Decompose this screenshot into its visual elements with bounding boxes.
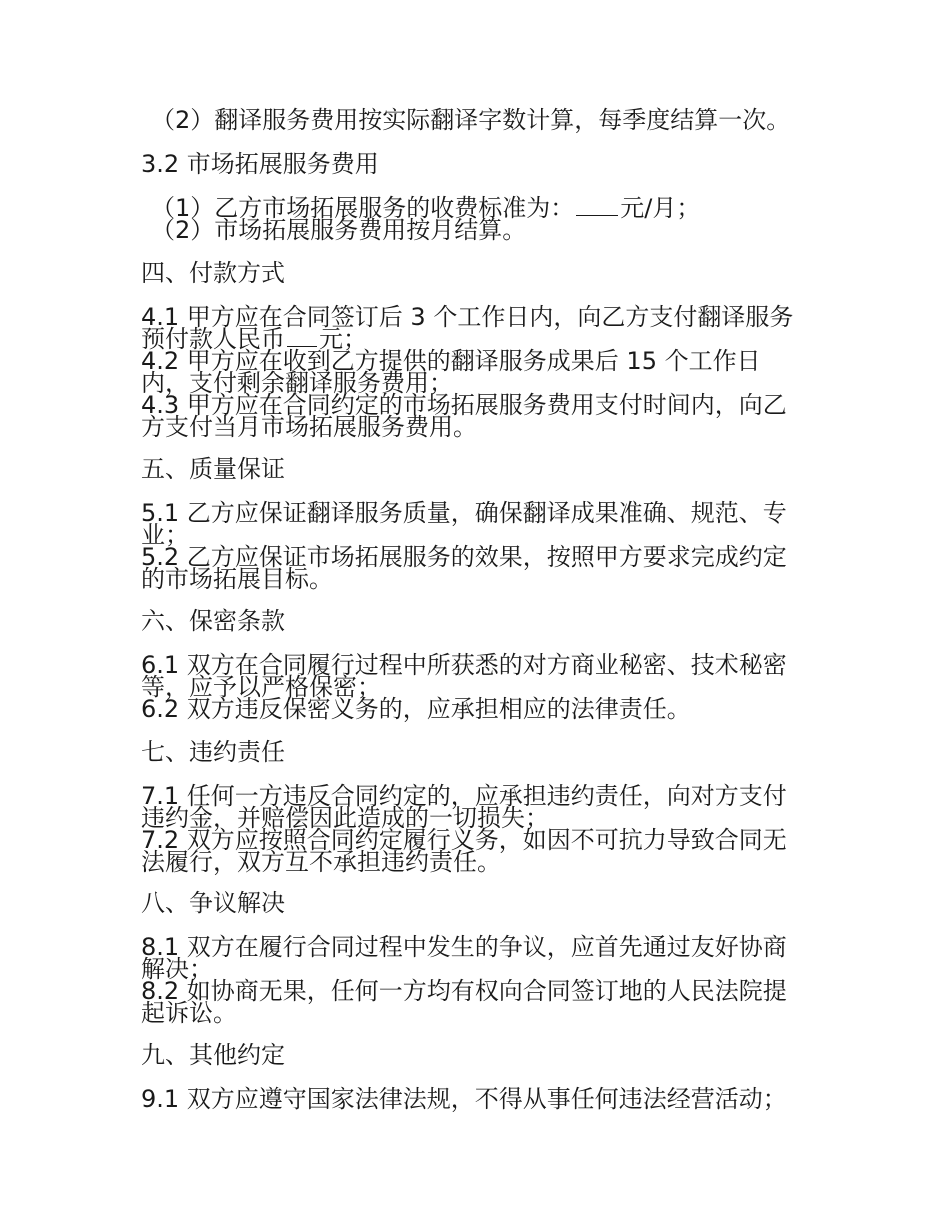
clause-6-2: 6.2 双方违反保密义务的，应承担相应的法律责任。 (141, 695, 691, 723)
clause-5-2-line1: 5.2 乙方应保证市场拓展服务的效果，按照甲方要求完成约定 (141, 543, 787, 571)
clause-9-1: 9.1 双方应遵守国家法律法规，不得从事任何违法经营活动； (141, 1085, 787, 1113)
fee-clause-translation-settlement: （2）翻译服务费用按实际翻译字数计算，每季度结算一次。 (151, 106, 791, 134)
clause-5-2-line2: 的市场拓展目标。 (141, 565, 333, 593)
clause-4-1-prepay-text: 预付款人民币 (141, 325, 285, 353)
fee-clause-market-rate-text: （1）乙方市场拓展服务的收费标准为： (151, 194, 575, 222)
clause-8-2-line1: 8.2 如协商无果，任何一方均有权向合同签订地的人民法院提 (141, 977, 787, 1005)
clause-7-2-line1: 7.2 双方应按照合同约定履行义务，如因不可抗力导致合同无 (141, 826, 787, 854)
section-heading-9: 九、其他约定 (141, 1041, 285, 1069)
clause-4-1-prepay-unit: 元； (319, 325, 367, 353)
clause-4-2-line1: 4.2 甲方应在收到乙方提供的翻译服务成果后 15 个工作日 (141, 347, 761, 375)
clause-7-1-line2: 违约金，并赔偿因此造成的一切损失； (141, 804, 549, 832)
clause-5-1-line2: 业； (141, 521, 189, 549)
section-heading-6: 六、保密条款 (141, 607, 285, 635)
clause-5-1-line1: 5.1 乙方应保证翻译服务质量，确保翻译成果准确、规范、专 (141, 499, 787, 527)
section-heading-8: 八、争议解决 (141, 889, 285, 917)
section-heading-4: 四、付款方式 (141, 259, 285, 287)
clause-7-1-line1: 7.1 任何一方违反合同约定的，应承担违约责任，向对方支付 (141, 782, 787, 810)
clause-8-1-line1: 8.1 双方在履行合同过程中发生的争议，应首先通过友好协商 (141, 933, 787, 961)
fee-clause-market-rate-unit: 元/月； (620, 194, 701, 222)
section-heading-3-2: 3.2 市场拓展服务费用 (141, 150, 379, 178)
clause-4-3-line1: 4.3 甲方应在合同约定的市场拓展服务费用支付时间内，向乙 (141, 391, 787, 419)
blank-field (576, 197, 618, 216)
fee-clause-market-settlement: （2）市场拓展服务费用按月结算。 (151, 216, 527, 244)
blank-field (287, 328, 317, 347)
clause-6-1-line2: 等，应予以严格保密； (141, 673, 381, 701)
clause-7-2-line2: 法履行，双方互不承担违约责任。 (141, 848, 501, 876)
clause-4-2-line2: 内，支付剩余翻译服务费用； (141, 369, 453, 397)
section-heading-5: 五、质量保证 (141, 455, 285, 483)
clause-8-1-line2: 解决； (141, 955, 213, 983)
clause-4-1-line1: 4.1 甲方应在合同签订后 3 个工作日内，向乙方支付翻译服务 (141, 303, 794, 331)
clause-4-3-line2: 方支付当月市场拓展服务费用。 (141, 413, 477, 441)
clause-6-1-line1: 6.1 双方在合同履行过程中所获悉的对方商业秘密、技术秘密 (141, 651, 787, 679)
clause-8-2-line2: 起诉讼。 (141, 999, 237, 1027)
section-heading-7: 七、违约责任 (141, 738, 285, 766)
